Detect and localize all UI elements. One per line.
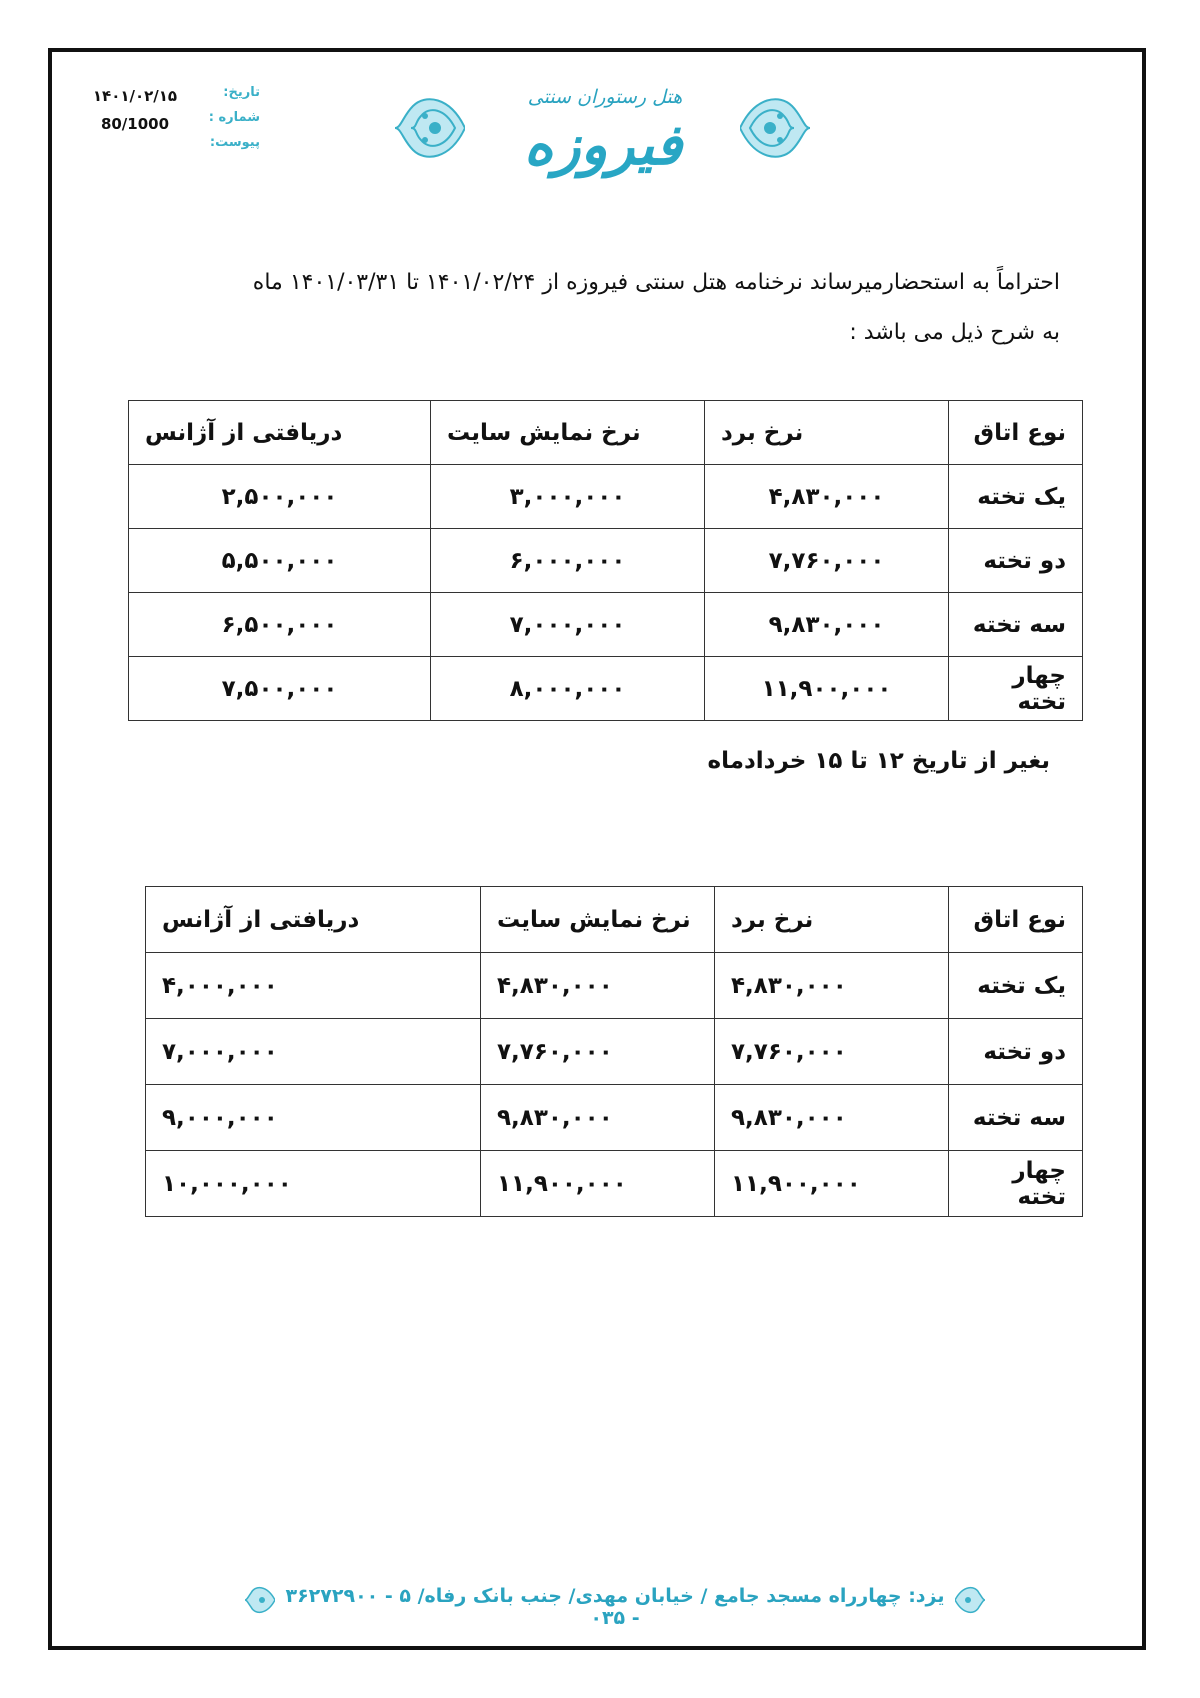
- agency-rate-cell: ۲,۵۰۰,۰۰۰: [129, 465, 431, 529]
- exception-note: بغیر از تاریخ ۱۲ تا ۱۵ خردادماه: [707, 748, 1050, 774]
- table-row: [146, 1085, 1083, 1151]
- agency-rate-cell: ۶,۵۰۰,۰۰۰: [129, 593, 431, 657]
- intro-paragraph: [140, 258, 1060, 358]
- room-type-cell: چهار تخته: [949, 1151, 1083, 1217]
- header-agency-rate: دریافتی از آژانس: [129, 401, 431, 465]
- footer-address: یزد: چهارراه مسجد جامع / خیابان مهدی/ جنب بانک رفاه/ ۵ - ۳۶۲۷۲۹۰۰ - ۰۳۵: [285, 1585, 945, 1629]
- board-rate-cell: ۴,۸۳۰,۰۰۰: [715, 953, 949, 1019]
- site-rate-cell: ۳,۰۰۰,۰۰۰: [431, 465, 705, 529]
- header-agency-rate: دریافتی از آژانس: [146, 887, 481, 953]
- site-rate-cell: ۱۱,۹۰۰,۰۰۰: [481, 1151, 715, 1217]
- site-rate-cell: ۹,۸۳۰,۰۰۰: [481, 1085, 715, 1151]
- table-row: [129, 465, 1083, 529]
- board-rate-cell: ۷,۷۶۰,۰۰۰: [715, 1019, 949, 1085]
- agency-rate-cell: ۵,۵۰۰,۰۰۰: [129, 529, 431, 593]
- table-row: [129, 657, 1083, 721]
- logo-subtitle: هتل رستوران سنتی: [527, 86, 683, 108]
- number-value: 80/1000: [100, 115, 170, 133]
- agency-rate-cell: ۹,۰۰۰,۰۰۰: [146, 1085, 481, 1151]
- board-rate-cell: ۱۱,۹۰۰,۰۰۰: [705, 657, 949, 721]
- logo-title: فیروزه: [524, 112, 682, 178]
- room-type-cell: سه تخته: [949, 593, 1083, 657]
- rate-table-2: [145, 886, 1083, 1217]
- agency-rate-cell: ۷,۵۰۰,۰۰۰: [129, 657, 431, 721]
- meta-values: [85, 82, 185, 138]
- board-rate-cell: ۴,۸۳۰,۰۰۰: [705, 465, 949, 529]
- board-rate-cell: ۹,۸۳۰,۰۰۰: [715, 1085, 949, 1151]
- footer: [245, 1577, 985, 1629]
- agency-rate-cell: ۱۰,۰۰۰,۰۰۰: [146, 1151, 481, 1217]
- header-site-rate: نرخ نمایش سایت: [431, 401, 705, 465]
- hotel-logo: [395, 72, 810, 187]
- table-row: [129, 593, 1083, 657]
- room-type-cell: سه تخته: [949, 1085, 1083, 1151]
- rate-table-1: [128, 400, 1083, 721]
- table-row: [129, 529, 1083, 593]
- intro-line-2: به شرح ذیل می باشد :: [849, 320, 1060, 345]
- ornament-right-icon: [740, 86, 810, 170]
- date-value: ۱۴۰۱/۰۲/۱۵: [92, 87, 178, 105]
- room-type-cell: دو تخته: [949, 529, 1083, 593]
- meta-labels: [200, 80, 260, 155]
- room-type-cell: چهار تخته: [949, 657, 1083, 721]
- footer-ornament-left-icon: [245, 1581, 275, 1619]
- intro-line-1: احتراماً به استحضارمیرساند نرخنامه هتل سنتی فیروزه از ۱۴۰۱/۰۲/۲۴ تا ۱۴۰۱/۰۳/۳۱ ماه: [252, 270, 1060, 295]
- ornament-left-icon: [395, 86, 465, 170]
- header-board-rate: نرخ برد: [715, 887, 949, 953]
- date-label: تاریخ:: [223, 85, 260, 100]
- agency-rate-cell: ۷,۰۰۰,۰۰۰: [146, 1019, 481, 1085]
- table-header-row: [146, 887, 1083, 953]
- agency-rate-cell: ۴,۰۰۰,۰۰۰: [146, 953, 481, 1019]
- number-label: شماره :: [208, 110, 260, 125]
- site-rate-cell: ۶,۰۰۰,۰۰۰: [431, 529, 705, 593]
- header-board-rate: نرخ برد: [705, 401, 949, 465]
- room-type-cell: یک تخته: [949, 953, 1083, 1019]
- site-rate-cell: ۴,۸۳۰,۰۰۰: [481, 953, 715, 1019]
- header-room-type: نوع اتاق: [949, 887, 1083, 953]
- header-site-rate: نرخ نمایش سایت: [481, 887, 715, 953]
- attachment-label: پیوست:: [209, 135, 260, 150]
- room-type-cell: یک تخته: [949, 465, 1083, 529]
- footer-ornament-right-icon: [955, 1581, 985, 1619]
- site-rate-cell: ۷,۰۰۰,۰۰۰: [431, 593, 705, 657]
- table-row: [146, 953, 1083, 1019]
- site-rate-cell: ۸,۰۰۰,۰۰۰: [431, 657, 705, 721]
- header-room-type: نوع اتاق: [949, 401, 1083, 465]
- room-type-cell: دو تخته: [949, 1019, 1083, 1085]
- table-header-row: [129, 401, 1083, 465]
- board-rate-cell: ۷,۷۶۰,۰۰۰: [705, 529, 949, 593]
- board-rate-cell: ۱۱,۹۰۰,۰۰۰: [715, 1151, 949, 1217]
- table-row: [146, 1019, 1083, 1085]
- table-row: [146, 1151, 1083, 1217]
- site-rate-cell: ۷,۷۶۰,۰۰۰: [481, 1019, 715, 1085]
- board-rate-cell: ۹,۸۳۰,۰۰۰: [705, 593, 949, 657]
